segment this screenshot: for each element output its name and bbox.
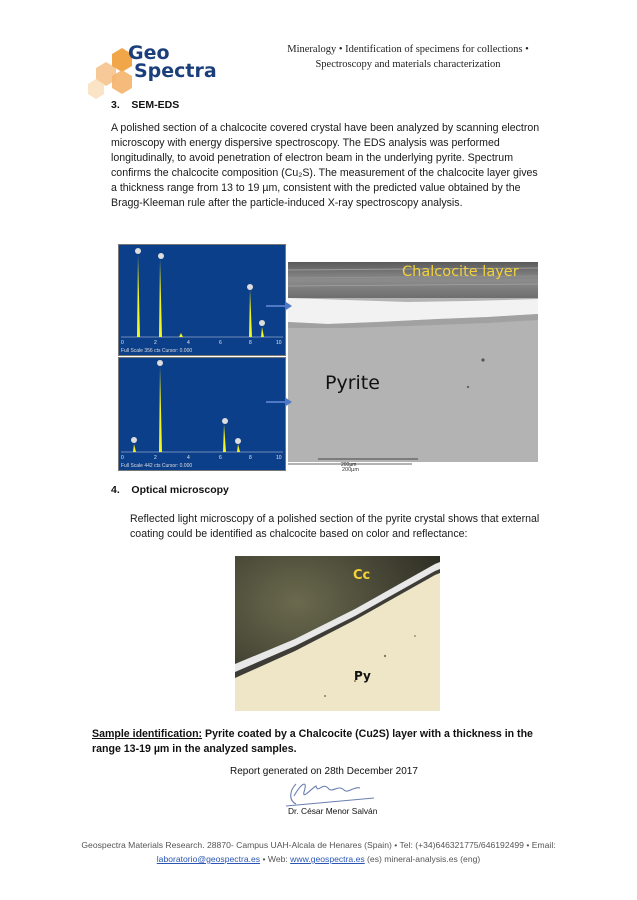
sem-micrograph [288, 262, 538, 468]
footer [60, 838, 577, 866]
signer-name: Dr. César Menor Salván [288, 806, 378, 816]
scale-bar-label: 200µm [341, 462, 357, 468]
peak-marker [235, 438, 241, 444]
eds-spectrum-2 [118, 357, 286, 471]
sample-identification [92, 727, 552, 757]
logo-word-geo: Geo [128, 42, 170, 64]
paragraph-line: Bragg-Kleeman rule after the particle-induced X-ray spectroscopy analysis. [111, 197, 463, 209]
peak-marker [135, 248, 141, 254]
axis-tick: 8 [249, 340, 252, 346]
peak-marker [131, 437, 137, 443]
email-link[interactable]: laboratorio@geospectra.es [156, 854, 261, 864]
axis-tick: 0 [121, 455, 124, 461]
spectrum-2-peaks [123, 366, 283, 452]
axis-tick: 0 [121, 340, 124, 346]
handwritten-signature [282, 778, 382, 808]
section-3-heading: 3. SEM-EDS [111, 99, 180, 111]
axis-tick: 2 [154, 340, 157, 346]
spectrum-2-caption: Full Scale 442 cts Cursor: 0.000 [121, 463, 193, 469]
scale-bar-text: 200µm [342, 467, 359, 473]
tagline-line-2: Spectroscopy and materials characterization [315, 59, 501, 70]
paragraph-line: coating could be identified as chalcocite based on color and reflectance: [130, 528, 468, 540]
footer-line-2 [60, 852, 577, 866]
paragraph-line: microscopy with energy dispersive spectroscopy. The EDS analysis was performed [111, 137, 500, 149]
hexagon-logo-icon [88, 48, 132, 99]
axis-tick: 4 [187, 340, 190, 346]
axis-tick: 10 [276, 455, 282, 461]
axis-tick: 10 [276, 340, 282, 346]
peak-marker [157, 360, 163, 366]
arrow-right-icon [266, 302, 292, 310]
section-4-paragraph [130, 512, 550, 542]
peak-marker [222, 418, 228, 424]
scale-bar-ruler [288, 462, 413, 472]
eds-spectrum-1 [118, 244, 286, 356]
axis-tick: 8 [249, 455, 252, 461]
pore [481, 358, 484, 361]
tagline-line-1: Mineralogy • Identification of specimens for collections • [287, 44, 529, 55]
axis-tick: 6 [219, 455, 222, 461]
optical-micrograph [235, 556, 440, 711]
report-generated: Report generated on 28th December 2017 [230, 766, 418, 777]
logo-wordmark [128, 44, 217, 80]
peak-marker [158, 253, 164, 259]
sample-identification-line-1: Pyrite coated by a Chalcocite (Cu2S) layer with a thickness in the [202, 728, 533, 740]
footer-tail: (es) mineral-analysis.es (eng) [364, 854, 481, 864]
sample-identification-line-2: range 13-19 µm in the analyzed samples. [92, 743, 297, 755]
cc-label: Cc [353, 568, 371, 583]
py-label: Py [354, 669, 371, 683]
section-4-heading: 4. Optical microscopy [111, 484, 229, 496]
footer-line-1: Geospectra Materials Research. 28870- Campus UAH-Alcala de Henares (Spain) • Tel: (+34)646321775/646192499 • Email: [81, 840, 556, 850]
chalcocite-layer-label: Chalcocite layer [402, 264, 519, 280]
paragraph-line: Reflected light microscopy of a polished section of the pyrite crystal shows that external [130, 513, 540, 525]
sample-identification-label: Sample identification: [92, 728, 203, 740]
axis-tick: 4 [187, 455, 190, 461]
pointer-arrows [262, 298, 292, 408]
spectrum-1-caption: Full Scale 356 cts Cursor: 0.000 [121, 348, 193, 354]
paragraph-line: longitudinally, to avoid penetration of electron beam in the underlying pyrite. Spectrum [111, 152, 514, 164]
paragraph-line: confirms the chalcocite composition (Cu₂S). The measurement of the chalcocite layer gives [111, 167, 538, 179]
pyrite-label: Pyrite [325, 372, 380, 394]
header-tagline [258, 42, 558, 72]
arrow-right-icon [266, 398, 292, 406]
pore [467, 386, 469, 388]
axis-tick: 6 [219, 340, 222, 346]
spectrum-1-peaks [123, 255, 283, 337]
footer-web-prefix: • Web: [260, 854, 291, 864]
paragraph-line: A polished section of a chalcocite covered crystal have been analyzed by scanning electron [111, 122, 540, 134]
web-link[interactable]: www.geospectra.es [290, 854, 365, 864]
logo-word-spectra: Spectra [134, 60, 217, 82]
peak-marker [247, 284, 253, 290]
section-3-paragraph [111, 121, 551, 211]
paragraph-line: a thickness range from 13 to 19 µm, consistent with the predicted value obtained by the [111, 182, 521, 194]
axis-tick: 2 [154, 455, 157, 461]
